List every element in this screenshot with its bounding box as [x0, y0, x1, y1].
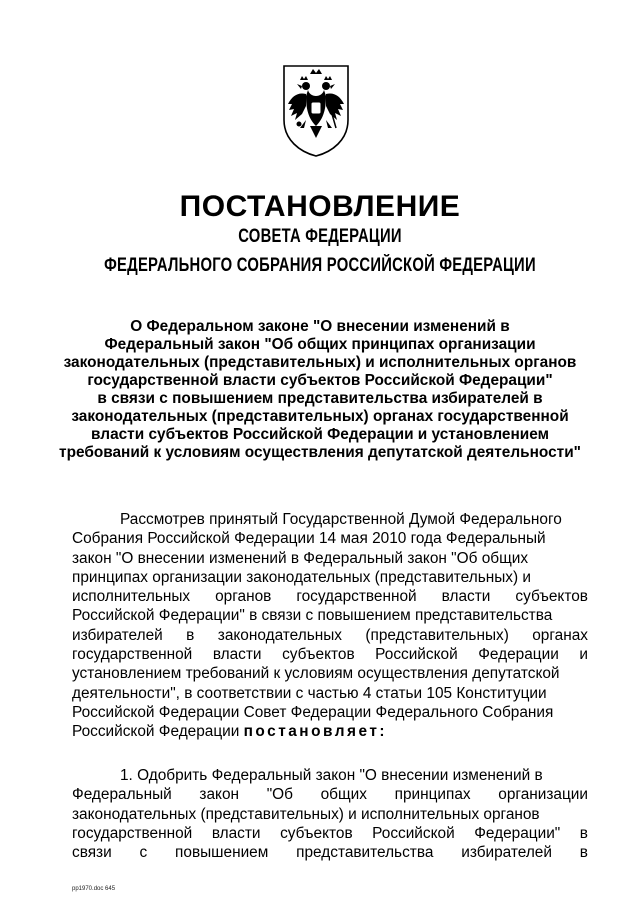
body-word: закон: [199, 786, 240, 804]
body-word: с: [139, 844, 148, 862]
body-word: государственной: [72, 824, 193, 842]
body-word: государственной: [72, 646, 193, 664]
heading-line: в связи с повышением представительства избирателей в: [97, 390, 543, 407]
body-line: принципах организации законодательных (представительных) и: [72, 568, 531, 586]
body-word: Российской: [372, 824, 455, 842]
body-line-text: Российской Федерации: [72, 723, 240, 741]
body-line: [72, 587, 588, 606]
heading-line: требований к условиям осуществления депутатской деятельности": [59, 444, 581, 461]
paragraph-item-1: [72, 766, 588, 862]
coat-of-arms-icon: [280, 62, 352, 158]
body-word: Федерации": [474, 824, 561, 842]
heading-line: законодательных (представительных) органах государственной: [71, 408, 569, 425]
body-word: субъектов: [280, 824, 353, 842]
body-line: Рассмотрев принятый Государственной Думой Федерального: [120, 511, 562, 528]
body-line: [72, 626, 588, 645]
body-line: законодательных (представительных) и исполнительных органов: [72, 805, 540, 823]
resolution-heading: [40, 318, 600, 462]
body-word: власти: [211, 824, 261, 842]
document-title: ПОСТАНОВЛЕНИЕ: [179, 190, 461, 223]
body-line: [72, 824, 588, 843]
body-word: субъектов: [515, 588, 588, 606]
body-word: власти: [212, 646, 262, 664]
body-line: [72, 645, 588, 664]
body-word: органов: [215, 588, 272, 606]
body-word: и: [579, 646, 588, 664]
body-word: "Об: [266, 786, 293, 804]
body-word: исполнительных: [72, 588, 191, 606]
paragraph-preamble: [72, 510, 588, 742]
body-word: в: [186, 626, 195, 644]
body-word: субъектов: [282, 646, 355, 664]
body-word: избирателей: [461, 844, 552, 862]
heading-line: Федеральный закон "Об общих принципах организации: [104, 336, 536, 353]
body-line: Российской Федерации Совет Федерации Федерального Собрания: [72, 703, 554, 721]
body-line: установлением требований к условиям осуществления депутатской: [72, 665, 560, 683]
body-word: органах: [532, 626, 588, 644]
body-line: Собрания Российской Федерации 14 мая 2010 года Федеральный: [72, 530, 546, 548]
body-word: связи: [72, 844, 112, 862]
body-word: в: [579, 844, 588, 862]
document-subtitle-assembly: ФЕДЕРАЛЬНОГО СОБРАНИЯ РОССИЙСКОЙ ФЕДЕРАЦИИ: [104, 255, 536, 276]
body-line: Российской Федерации" в связи с повышением представительства: [72, 607, 553, 625]
body-word: повышением: [175, 844, 269, 862]
body-word: в: [579, 824, 588, 842]
heading-line: О Федеральном законе "О внесении изменений в: [130, 318, 510, 335]
body-line: [72, 843, 588, 862]
body-word: государственной: [296, 588, 417, 606]
resolves-keyword: постановляет:: [243, 723, 388, 741]
body-word: власти: [441, 588, 491, 606]
body-word: Федеральный: [72, 786, 172, 804]
heading-line: законодательных (представительных) и исполнительных органов: [63, 354, 577, 371]
body-word: представительства: [296, 844, 434, 862]
body-word: общих: [320, 786, 367, 804]
body-line: закон "О внесении изменений в Федеральный закон "Об общих: [72, 549, 529, 567]
body-line: [72, 785, 588, 804]
body-word: избирателей: [72, 626, 163, 644]
file-reference: pp1970.doc 645: [72, 886, 116, 892]
body-word: (представительных): [365, 626, 509, 644]
body-word: Федерации: [478, 646, 559, 664]
body-word: принципах: [394, 786, 471, 804]
heading-line: власти субъектов Российской Федерации и установлением: [91, 426, 549, 443]
body-word: законодательных: [217, 626, 342, 644]
body-word: организации: [498, 786, 588, 804]
heading-line: государственной власти субъектов Российской Федерации": [87, 372, 553, 389]
body-word: Российской: [375, 646, 458, 664]
body-line: 1. Одобрить Федеральный закон "О внесении изменений в: [120, 767, 543, 784]
body-line: деятельности", в соответствии с частью 4 статьи 105 Конституции: [72, 684, 547, 702]
body-line-final: [72, 722, 588, 741]
document-subtitle-council: СОВЕТА ФЕДЕРАЦИИ: [238, 226, 402, 247]
